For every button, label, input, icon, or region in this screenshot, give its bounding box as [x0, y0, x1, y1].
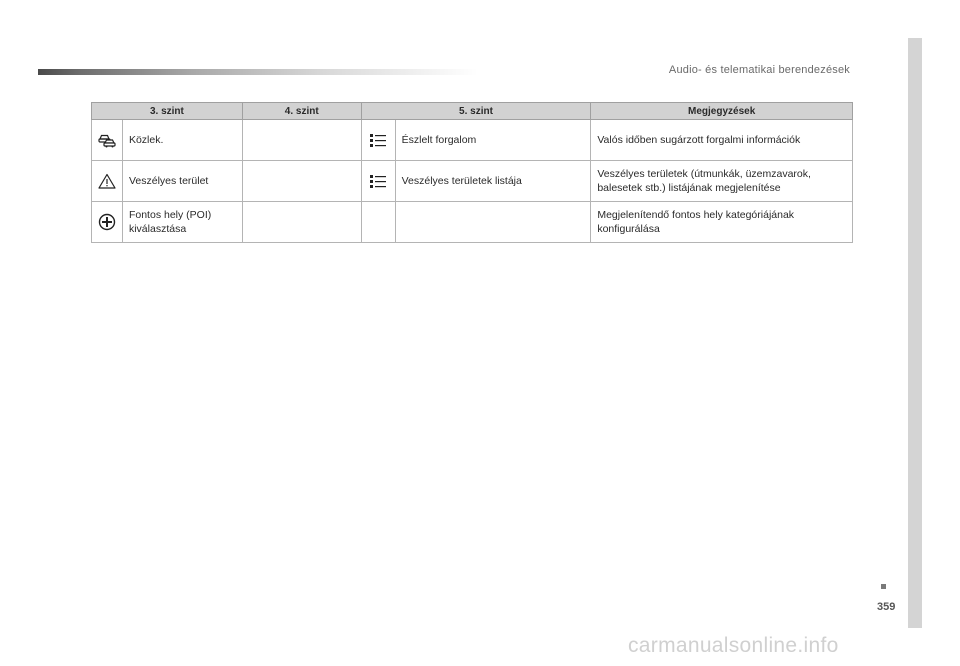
- page-header-title: Audio- és telematikai berendezések: [668, 64, 850, 76]
- list-icon: [362, 133, 395, 148]
- table-header-row: [92, 103, 853, 120]
- note-cell: Megjelenítendő fontos hely kategóriájának konfigurálása: [591, 202, 853, 243]
- level3-icon-cell: [92, 161, 123, 202]
- level4-cell: [242, 202, 361, 243]
- note-cell: Valós időben sugárzott forgalmi információk: [591, 120, 853, 161]
- level5-label: Észlelt forgalom: [395, 120, 591, 161]
- level5-label: [395, 202, 591, 243]
- column-header-level5: 5. szint: [361, 103, 591, 120]
- level5-icon-cell: [361, 161, 395, 202]
- menu-levels-table: [91, 102, 853, 243]
- page-number: 359: [877, 601, 896, 613]
- traffic-cars-icon: [92, 132, 122, 148]
- table-row: [92, 202, 853, 243]
- level3-label: Közlek.: [122, 120, 242, 161]
- column-header-level4: 4. szint: [242, 103, 361, 120]
- level4-cell: [242, 161, 361, 202]
- note-cell: Veszélyes területek (útmunkák, üzemzavarok, balesetek stb.) listájának megjelenítése: [591, 161, 853, 202]
- side-thumb-strip: [908, 38, 922, 628]
- list-icon: [362, 174, 395, 189]
- level5-icon-cell: [361, 202, 395, 243]
- column-header-level3: 3. szint: [92, 103, 243, 120]
- poi-plus-icon: [92, 213, 122, 231]
- level3-icon-cell: [92, 202, 123, 243]
- page-marker: [881, 584, 886, 589]
- level4-cell: [242, 120, 361, 161]
- table-row: [92, 120, 853, 161]
- column-header-notes: Megjegyzések: [591, 103, 853, 120]
- level5-icon-cell: [361, 120, 395, 161]
- level3-label: Fontos hely (POI) kiválasztása: [122, 202, 242, 243]
- warning-triangle-icon: [92, 173, 122, 189]
- level5-label: Veszélyes területek listája: [395, 161, 591, 202]
- level3-icon-cell: [92, 120, 123, 161]
- header-gradient-bar: [38, 69, 478, 75]
- table-row: [92, 161, 853, 202]
- level3-label: Veszélyes terület: [122, 161, 242, 202]
- watermark-text: carmanualsonline.info: [628, 634, 839, 657]
